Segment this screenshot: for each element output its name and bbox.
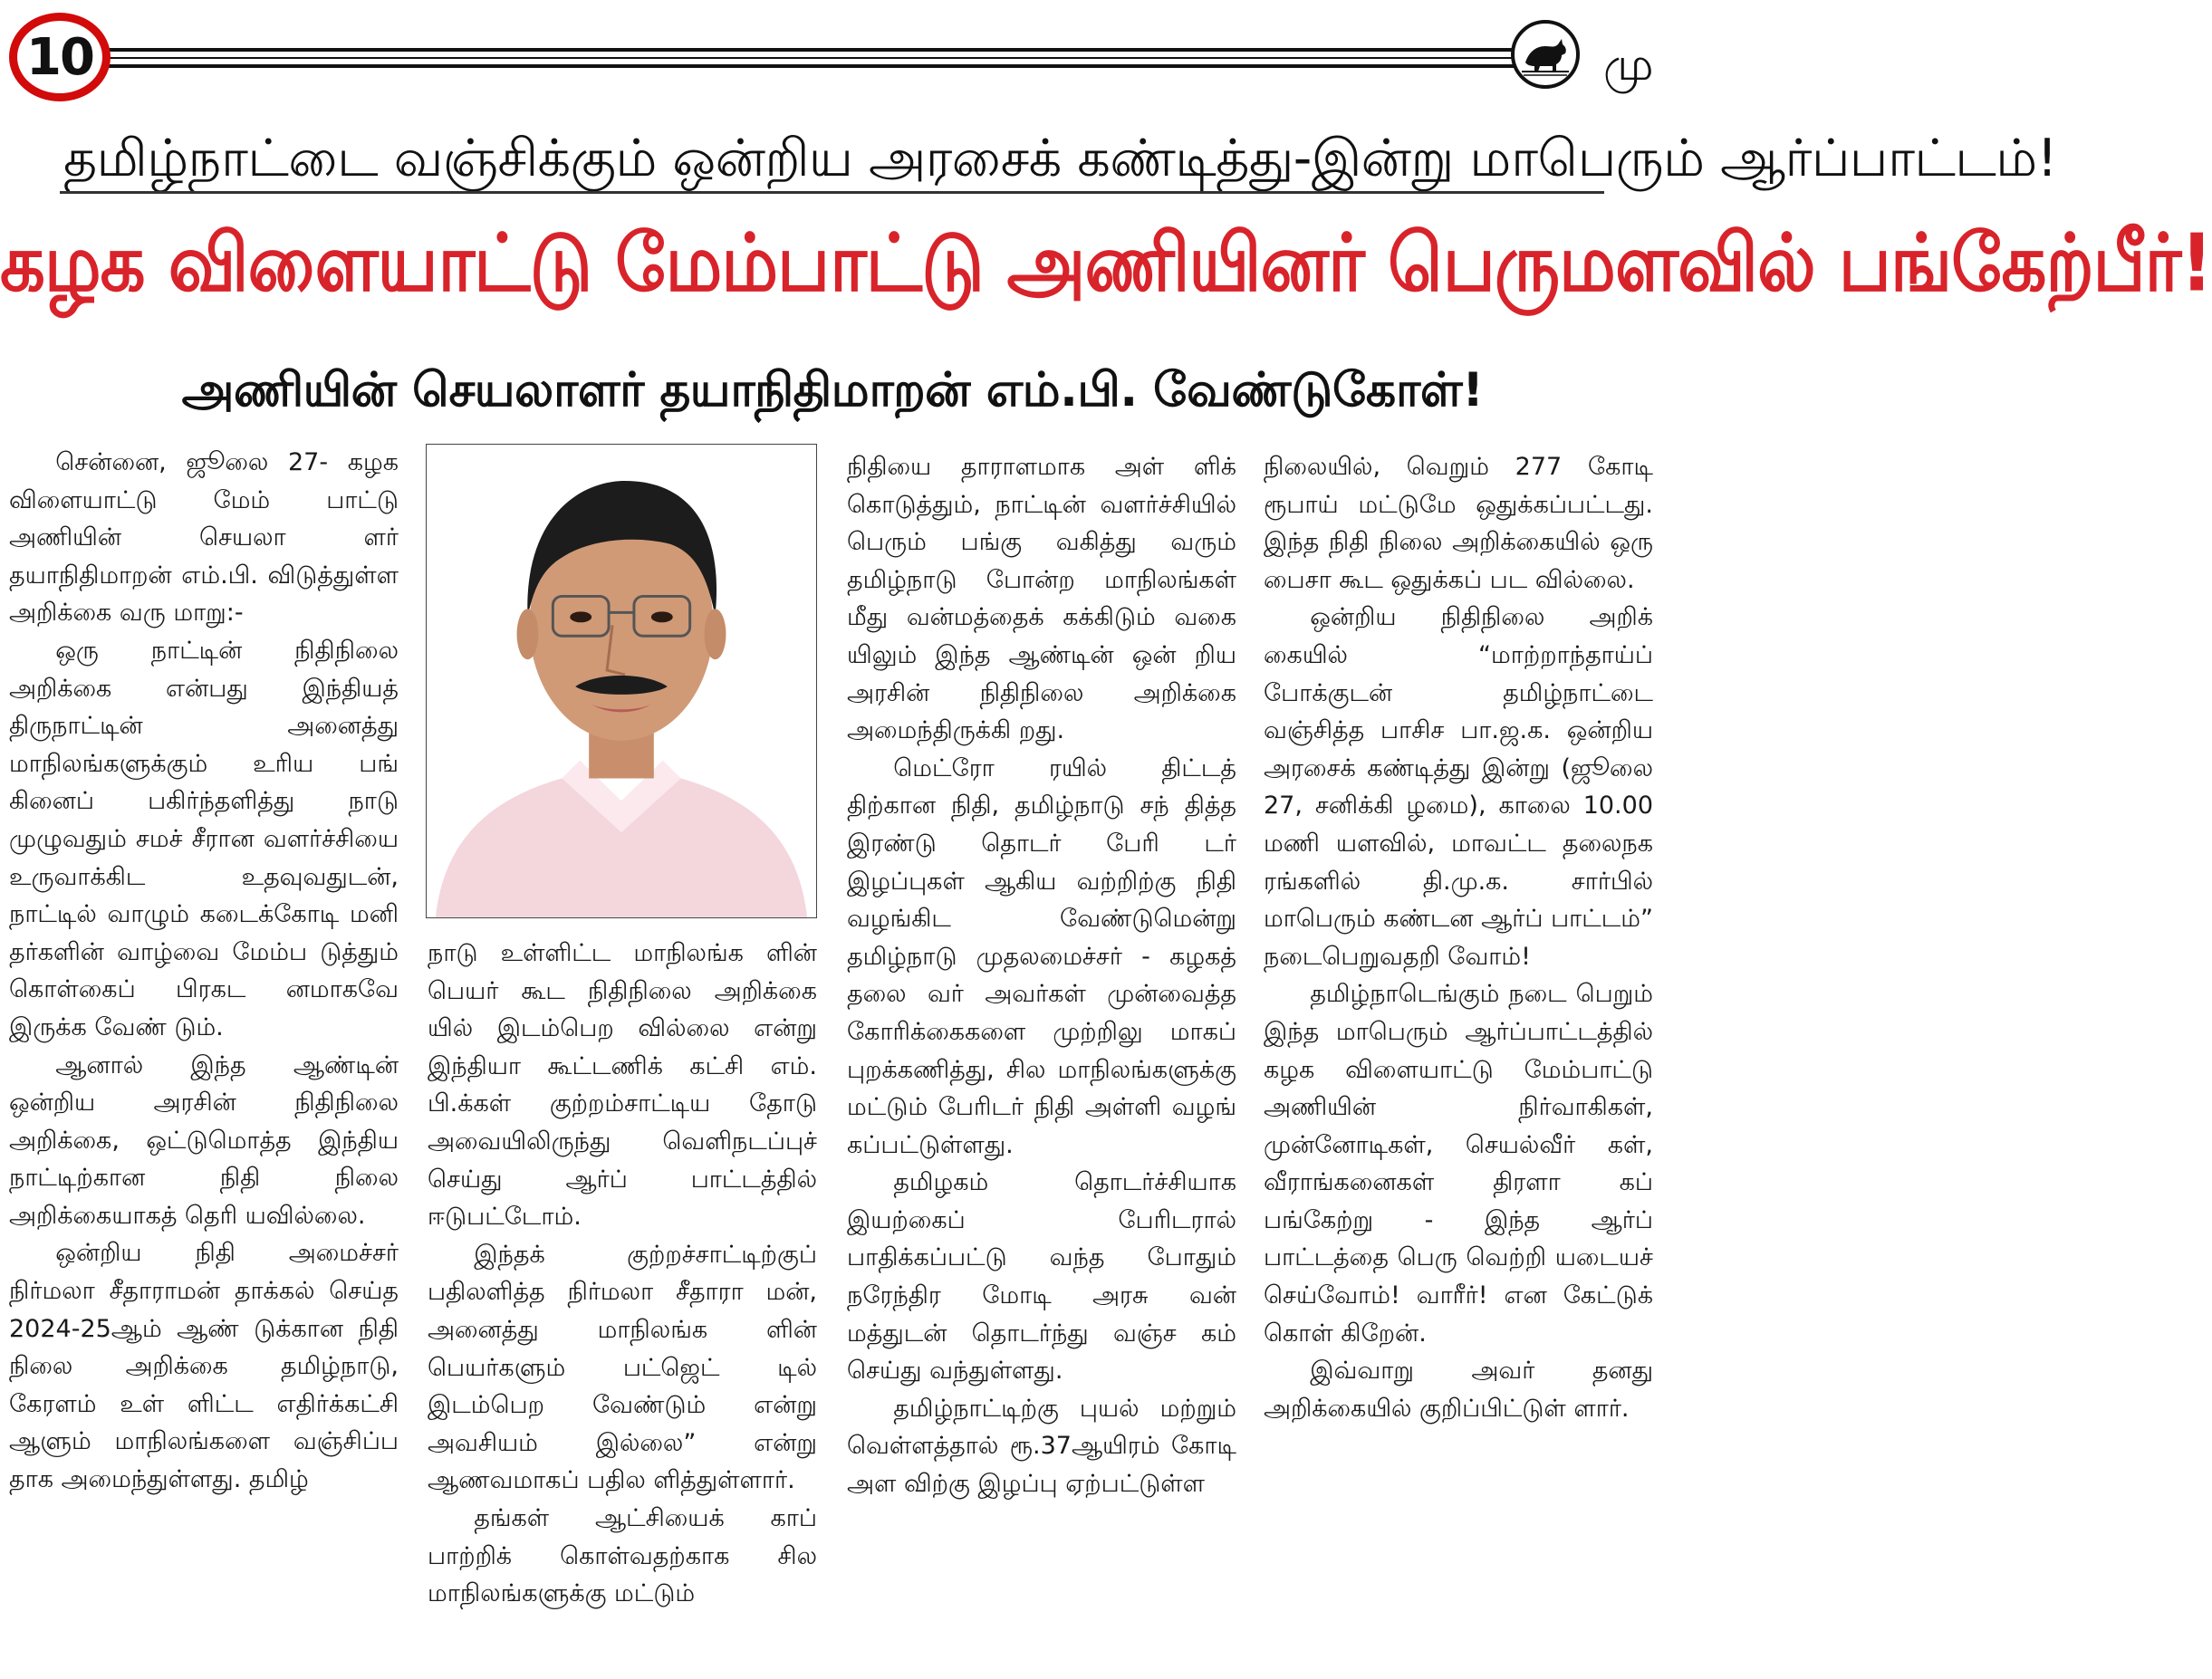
masthead-rule [107,57,1515,59]
paragraph: நிதியை தாராளமாக அள் ளிக் கொடுத்தும், நாட்டின் வளர்ச்சியில் பெரும் பங்கு வகித்து வரும் தமிழ்நாடு போன்ற மாநிலங்கள் மீது வன்மத்தைக் கக்கிடும் வகை யிலும் இந்த ஆண்டின் ஒன் றிய அரசின் நிதிநிலை அறிக்கை அமைந்திருக்கி றது. [847,453,1236,745]
paragraph: நிலையில், வெறும் 277 கோடி ரூபாய் மட்டுமே ஒதுக்கப்பட்டது. இந்த நிதி நிலை அறிக்கையில் ஒரு பைசா கூட ஒதுக்கப் பட வில்லை. [1264,453,1653,594]
subheadline: அணியின் செயலாளர் தயாநிதிமாறன் எம்.பி. வேண்டுகோள்! [181,363,1484,417]
masthead-letter: மு [1603,38,1654,91]
paragraph: இந்தக் குற்றச்சாட்டிற்குப் பதிலளித்த நிர்மலா சீதாரா மன், அனைத்து மாநிலங்க ளின் பெயர்களும் பட்ஜெட் டில் இடம்பெற வேண்டும் என்று அவசியம் இல்லை” என்று ஆணவமாகப் பதில ளித்துள்ளார். [428,1240,817,1495]
article-column-2 [428,935,817,1613]
kicker-headline: தமிழ்நாட்டை வஞ்சிக்கும் ஒன்றிய அரசைக் கண்டித்து-இன்று மாபெரும் ஆர்ப்பாட்டம்! [63,129,2058,188]
article-column-3 [847,448,1236,1503]
paragraph: ஒரு நாட்டின் நிதிநிலை அறிக்கை என்பது இந்தியத் திருநாட்டின் அனைத்து மாநிலங்களுக்கும் உரிய பங் கினைப் பகிர்ந்தளித்து நாடு முழுவதும் சமச் சீரான வளர்ச்சியை உருவாக்கிட உதவுவதுடன், நாட்டில் வாழும் கடைக்கோடி மனி தர்களின் வாழ்வை மேம்ப டுத்தும் கொள்கைப் பிரகட னமாகவே இருக்க வேண் டும். [9,636,399,1041]
paragraph: தமிழ்நாடெங்கும் நடை பெறும் இந்த மாபெரும் ஆர்ப்பாட்டத்தில் கழக விளையாட்டு மேம்பாட்டு அணியின் நிர்வாகிகள், முன்னோடிகள், செயல்வீர் கள், வீராங்கனைகள் திரளா கப் பங்கேற்று - இந்த ஆர்ப் பாட்டத்தை பெரு வெற்றி யடையச் செய்வோம்! வாரீர்! என கேட்டுக் கொள் கிறேன். [1264,980,1653,1348]
paragraph: இவ்வாறு அவர் தனது அறிக்கையில் குறிப்பிட்டுள் ளார். [1264,1357,1653,1423]
paragraph: தமிழ்நாட்டிற்கு புயல் மற்றும் வெள்ளத்தால் ரூ.37ஆயிரம் கோடி அள விற்கு இழப்பு ஏற்பட்டுள்ள [847,1394,1236,1499]
paragraph: மெட்ரோ ரயில் திட்டத் திற்கான நிதி, தமிழ்நாடு சந் தித்த இரண்டு தொடர் பேரி டர் இழப்புகள் ஆகிய வற்றிற்கு நிதி வழங்கிட வேண்டுமென்று தமிழ்நாடு முதலமைச்சர் - கழகத் தலை வர் அவர்கள் முன்வைத்த கோரிக்கைகளை முற்றிலு மாகப் புறக்கணித்து, சில மாநிலங்களுக்கு மட்டும் பேரிடர் நிதி அள்ளி வழங் கப்பட்டுள்ளது. [847,753,1236,1159]
article-column-4 [1264,448,1653,1427]
paragraph: ஒன்றிய நிதிநிலை அறிக் கையில் “மாற்றாந்தாய்ப் போக்குடன் தமிழ்நாட்டை வஞ்சித்த பாசிச பா.ஜ.க. ஒன்றிய அரசைக் கண்டித்து இன்று (ஜூலை 27, சனிக்கி ழமை), காலை 10.00 மணி யளவில், மாவட்ட தலைநக ரங்களில் தி.மு.க. சார்பில் மாபெரும் கண்டன ஆர்ப் பாட்டம்” நடைபெறுவதறி வோம்! [1264,603,1653,971]
divider [60,191,1604,194]
paragraph: நாடு உள்ளிட்ட மாநிலங்க ளின் பெயர் கூட நிதிநிலை அறிக்கை யில் இடம்பெற வில்லை என்று இந்தியா கூட்டணிக் கட்சி எம். பி.க்கள் குற்றம்சாட்டிய தோடு அவையிலிருந்து வெளிநடப்புச் செய்து ஆர்ப் பாட்டத்தில் ஈடுபட்டோம். [428,939,817,1232]
party-logo-icon [1511,20,1580,89]
article-column-1 [9,444,399,1499]
portrait-photo [426,444,817,918]
main-headline: கழக விளையாட்டு மேம்பாட்டு அணியினர் பெருமளவில் பங்கேற்பீர்! [0,218,2212,310]
masthead-rule [107,48,1515,52]
paragraph: தங்கள் ஆட்சியைக் காப் பாற்றிக் கொள்வதற்காக சில மாநிலங்களுக்கு மட்டும் [428,1503,817,1608]
masthead-rule [107,64,1515,68]
paragraph: ஆனால் இந்த ஆண்டின் ஒன்றிய அரசின் நிதிநிலை அறிக்கை, ஒட்டுமொத்த இந்திய நாட்டிற்கான நிதி நிலை அறிக்கையாகத் தெரி யவில்லை. [9,1051,399,1230]
page-number-badge: 10 [9,13,111,101]
portrait-illustration [427,445,816,917]
masthead [0,0,1665,113]
paragraph: ஒன்றிய நிதி அமைச்சர் நிர்மலா சீதாராமன் தாக்கல் செய்த 2024-25ஆம் ஆண் டுக்கான நிதி நிலை அறிக்கை தமிழ்நாடு, கேரளம் உள் ளிட்ட எதிர்க்கட்சி ஆளும் மாநிலங்களை வஞ்சிப்ப தாக அமைந்துள்ளது. தமிழ் [9,1239,399,1494]
paragraph: சென்னை, ஜூலை 27- கழக விளையாட்டு மேம் பாட்டு அணியின் செயலா ளர் தயாநிதிமாறன் எம்.பி. விடுத்துள்ள அறிக்கை வரு மாறு:- [9,448,399,628]
bull-icon [1520,32,1571,77]
paragraph: தமிழகம் தொடர்ச்சியாக இயற்கைப் பேரிடரால் பாதிக்கப்பட்டு வந்த போதும் நரேந்திர மோடி அரசு வன் மத்துடன் தொடர்ந்து வஞ்ச கம் செய்து வந்துள்ளது. [847,1168,1236,1386]
